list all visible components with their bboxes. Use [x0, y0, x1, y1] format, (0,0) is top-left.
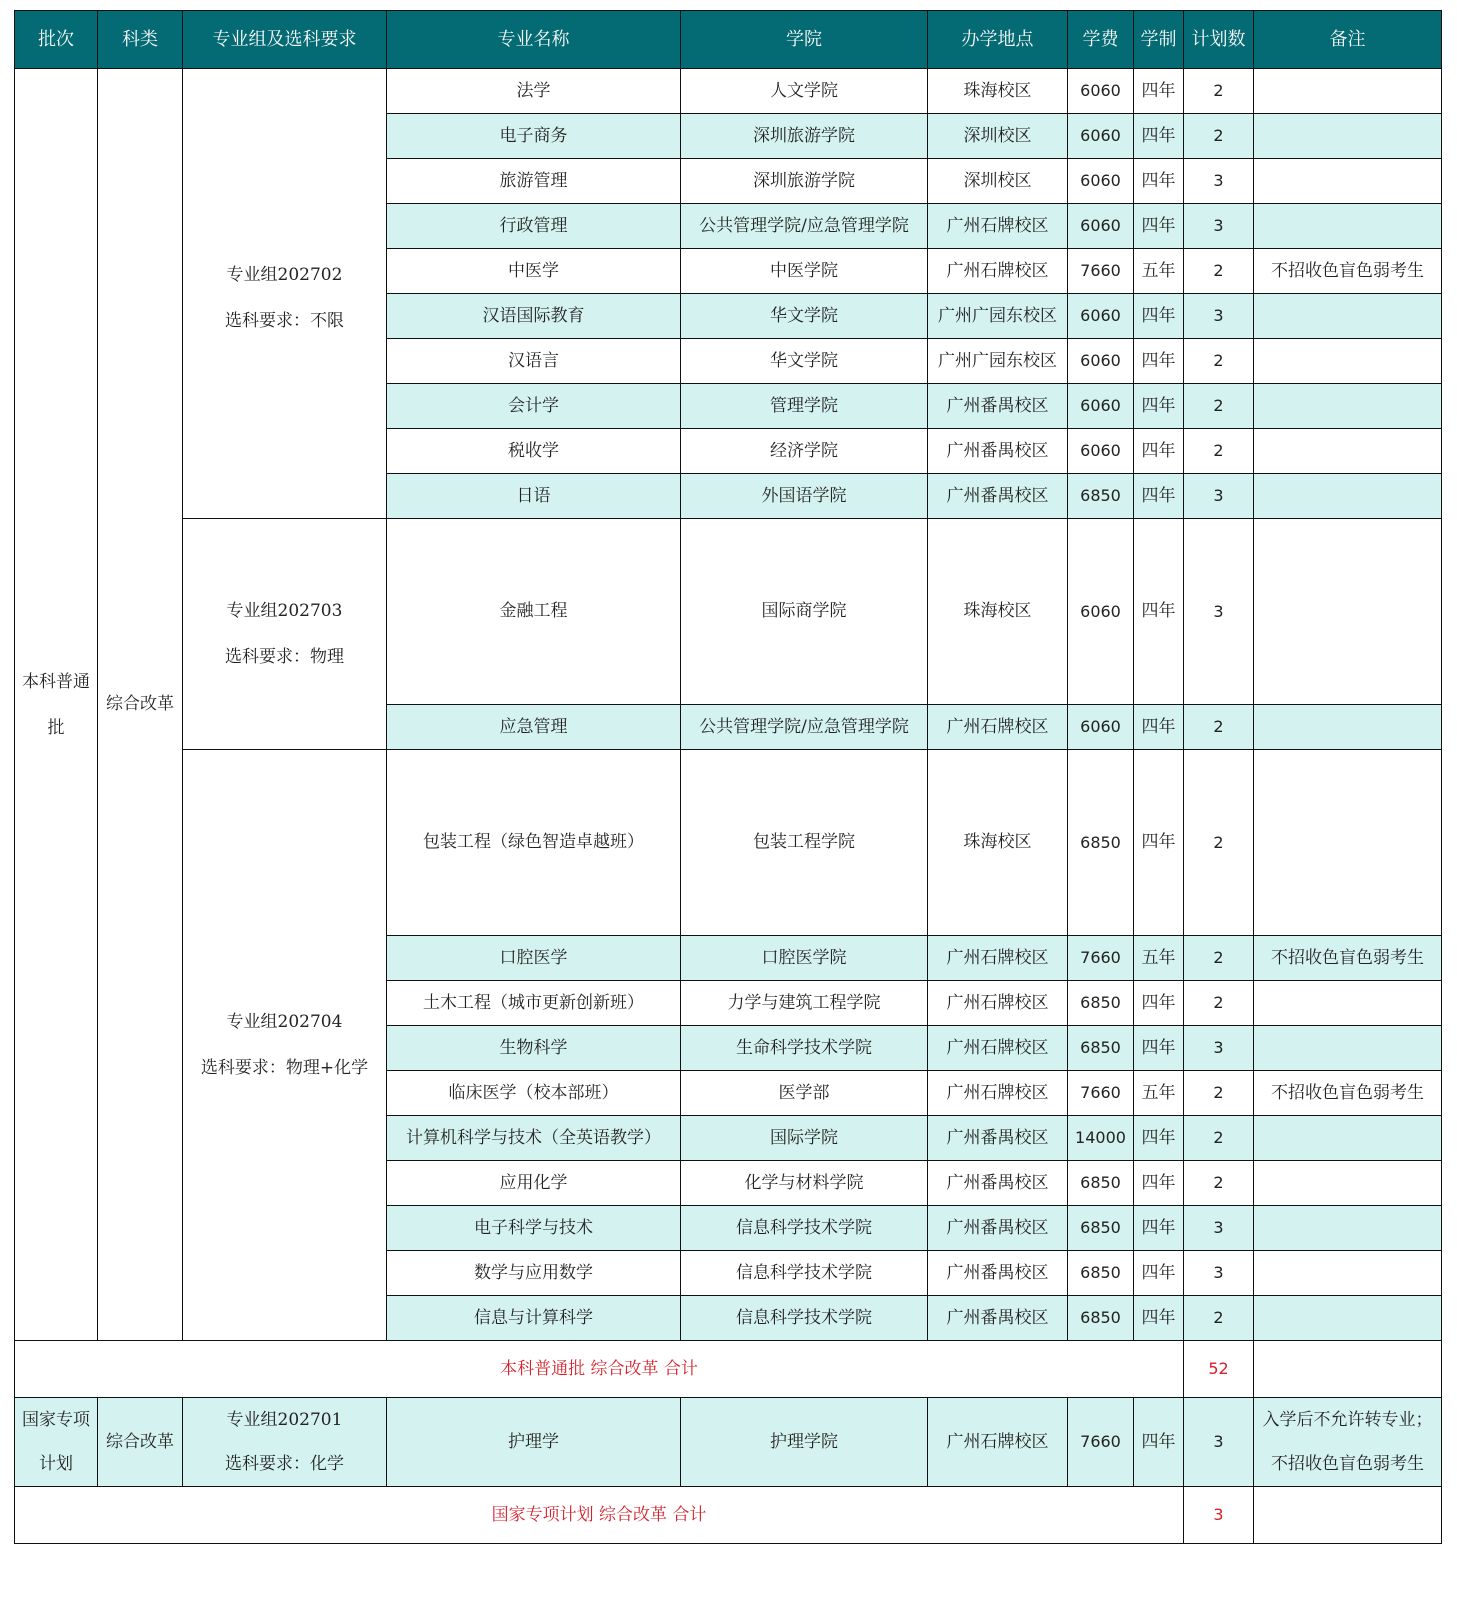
subtotal-label: 本科普通批 综合改革 合计 [15, 1341, 1184, 1398]
major-name: 税收学 [387, 429, 681, 474]
plan-count: 2 [1184, 981, 1254, 1026]
batch-label-line: 本科普通 [22, 671, 90, 692]
admission-plan-table [14, 10, 1442, 1544]
plan-count: 3 [1184, 159, 1254, 204]
note [1254, 114, 1442, 159]
note [1254, 1026, 1442, 1071]
group-requirement: 选科要求：不限 [225, 311, 344, 331]
campus: 深圳校区 [928, 159, 1068, 204]
group-cell [183, 69, 387, 519]
major-name: 土木工程（城市更新创新班） [387, 981, 681, 1026]
program-length: 五年 [1134, 1071, 1184, 1116]
plan-count: 2 [1184, 114, 1254, 159]
major-name: 汉语国际教育 [387, 294, 681, 339]
college-name: 经济学院 [681, 429, 928, 474]
program-length: 四年 [1134, 429, 1184, 474]
note [1254, 705, 1442, 750]
tuition-fee: 6060 [1068, 69, 1134, 114]
college-name: 人文学院 [681, 69, 928, 114]
note: 不招收色盲色弱考生 [1254, 249, 1442, 294]
college-name: 深圳旅游学院 [681, 159, 928, 204]
program-length: 四年 [1134, 1026, 1184, 1071]
major-name: 中医学 [387, 249, 681, 294]
note-line: 入学后不允许转专业； [1262, 1410, 1433, 1430]
major-name: 应急管理 [387, 705, 681, 750]
note [1254, 519, 1442, 705]
note [1254, 1251, 1442, 1296]
college-name: 口腔医学院 [681, 936, 928, 981]
group-cell [183, 750, 387, 1341]
program-length: 四年 [1134, 1296, 1184, 1341]
major-name: 汉语言 [387, 339, 681, 384]
program-length: 四年 [1134, 705, 1184, 750]
note [1254, 1296, 1442, 1341]
subtotal-note [1254, 1487, 1442, 1544]
plan-count: 3 [1184, 204, 1254, 249]
tuition-fee: 6850 [1068, 750, 1134, 936]
tuition-fee: 6850 [1068, 1206, 1134, 1251]
note [1254, 474, 1442, 519]
tuition-fee: 6850 [1068, 1161, 1134, 1206]
campus: 广州广园东校区 [928, 294, 1068, 339]
tuition-fee: 7660 [1068, 1398, 1134, 1487]
major-name: 日语 [387, 474, 681, 519]
header-major: 专业名称 [387, 11, 681, 69]
campus: 广州石牌校区 [928, 936, 1068, 981]
batch-cell [15, 1398, 98, 1487]
subtotal-row [15, 1341, 1442, 1398]
note [1254, 1116, 1442, 1161]
batch-label-line: 批 [47, 717, 65, 738]
campus: 珠海校区 [928, 69, 1068, 114]
major-name: 数学与应用数学 [387, 1251, 681, 1296]
tuition-fee: 6850 [1068, 1296, 1134, 1341]
college-name: 管理学院 [681, 384, 928, 429]
tuition-fee: 6850 [1068, 1026, 1134, 1071]
campus: 广州石牌校区 [928, 1071, 1068, 1116]
campus: 广州石牌校区 [928, 1398, 1068, 1487]
college-name: 外国语学院 [681, 474, 928, 519]
group-cell [183, 1398, 387, 1487]
subtotal-note [1254, 1341, 1442, 1398]
plan-count: 2 [1184, 750, 1254, 936]
group-code: 专业组202701 [226, 1410, 343, 1430]
plan-count: 2 [1184, 1116, 1254, 1161]
note [1254, 1161, 1442, 1206]
program-length: 四年 [1134, 1251, 1184, 1296]
table-row [15, 1398, 1442, 1487]
plan-count: 3 [1184, 1251, 1254, 1296]
major-name: 护理学 [387, 1398, 681, 1487]
subtotal-label: 国家专项计划 综合改革 合计 [15, 1487, 1184, 1544]
header-category: 科类 [98, 11, 183, 69]
major-name: 口腔医学 [387, 936, 681, 981]
header-note: 备注 [1254, 11, 1442, 69]
plan-count: 2 [1184, 384, 1254, 429]
program-length: 四年 [1134, 1116, 1184, 1161]
header-fee: 学费 [1068, 11, 1134, 69]
tuition-fee: 6060 [1068, 204, 1134, 249]
program-length: 四年 [1134, 981, 1184, 1026]
major-name: 信息与计算科学 [387, 1296, 681, 1341]
plan-count: 2 [1184, 249, 1254, 294]
subtotal-value: 3 [1184, 1487, 1254, 1544]
category-cell: 综合改革 [98, 1398, 183, 1487]
tuition-fee: 6060 [1068, 519, 1134, 705]
group-code: 专业组202704 [226, 1012, 343, 1032]
tuition-fee: 6060 [1068, 429, 1134, 474]
group-requirement: 选科要求：物理 [225, 647, 344, 667]
note [1254, 339, 1442, 384]
program-length: 四年 [1134, 294, 1184, 339]
college-name: 化学与材料学院 [681, 1161, 928, 1206]
plan-count: 2 [1184, 1161, 1254, 1206]
college-name: 信息科学技术学院 [681, 1251, 928, 1296]
note: 不招收色盲色弱考生 [1254, 936, 1442, 981]
college-name: 国际商学院 [681, 519, 928, 705]
subtotal-row [15, 1487, 1442, 1544]
tuition-fee: 6060 [1068, 159, 1134, 204]
plan-count: 3 [1184, 1398, 1254, 1487]
tuition-fee: 6850 [1068, 1251, 1134, 1296]
college-name: 华文学院 [681, 339, 928, 384]
header-plan: 计划数 [1184, 11, 1254, 69]
program-length: 四年 [1134, 519, 1184, 705]
tuition-fee: 7660 [1068, 936, 1134, 981]
program-length: 四年 [1134, 69, 1184, 114]
college-name: 力学与建筑工程学院 [681, 981, 928, 1026]
campus: 广州番禺校区 [928, 384, 1068, 429]
tuition-fee: 6850 [1068, 981, 1134, 1026]
note [1254, 69, 1442, 114]
campus: 广州番禺校区 [928, 1116, 1068, 1161]
campus: 广州石牌校区 [928, 204, 1068, 249]
program-length: 四年 [1134, 1206, 1184, 1251]
program-length: 五年 [1134, 936, 1184, 981]
tuition-fee: 6060 [1068, 294, 1134, 339]
college-name: 中医学院 [681, 249, 928, 294]
table-row [15, 69, 1442, 114]
group-code: 专业组202703 [226, 601, 343, 621]
note-line: 不招收色盲色弱考生 [1271, 1454, 1424, 1474]
campus: 广州番禺校区 [928, 1251, 1068, 1296]
campus: 广州石牌校区 [928, 249, 1068, 294]
major-name: 生物科学 [387, 1026, 681, 1071]
program-length: 四年 [1134, 1161, 1184, 1206]
major-name: 行政管理 [387, 204, 681, 249]
major-name: 旅游管理 [387, 159, 681, 204]
header-college: 学院 [681, 11, 928, 69]
tuition-fee: 6060 [1068, 114, 1134, 159]
program-length: 四年 [1134, 204, 1184, 249]
category-cell: 综合改革 [98, 69, 183, 1341]
campus: 广州广园东校区 [928, 339, 1068, 384]
tuition-fee: 6850 [1068, 474, 1134, 519]
college-name: 深圳旅游学院 [681, 114, 928, 159]
major-name: 会计学 [387, 384, 681, 429]
tuition-fee: 6060 [1068, 384, 1134, 429]
plan-count: 2 [1184, 339, 1254, 384]
program-length: 五年 [1134, 249, 1184, 294]
campus: 广州石牌校区 [928, 705, 1068, 750]
college-name: 公共管理学院/应急管理学院 [681, 705, 928, 750]
program-length: 四年 [1134, 114, 1184, 159]
major-name: 金融工程 [387, 519, 681, 705]
plan-count: 2 [1184, 705, 1254, 750]
plan-count: 2 [1184, 936, 1254, 981]
college-name: 包装工程学院 [681, 750, 928, 936]
table-row [15, 519, 1442, 705]
subtotal-value: 52 [1184, 1341, 1254, 1398]
tuition-fee: 7660 [1068, 1071, 1134, 1116]
note [1254, 1398, 1442, 1487]
note [1254, 384, 1442, 429]
note [1254, 159, 1442, 204]
plan-count: 2 [1184, 1071, 1254, 1116]
plan-count: 3 [1184, 474, 1254, 519]
tuition-fee: 6060 [1068, 339, 1134, 384]
group-code: 专业组202702 [226, 265, 343, 285]
tuition-fee: 7660 [1068, 249, 1134, 294]
note [1254, 981, 1442, 1026]
group-requirement: 选科要求：物理+化学 [200, 1058, 369, 1078]
major-name: 临床医学（校本部班） [387, 1071, 681, 1116]
tuition-fee: 14000 [1068, 1116, 1134, 1161]
header-years: 学制 [1134, 11, 1184, 69]
note [1254, 429, 1442, 474]
major-name: 电子科学与技术 [387, 1206, 681, 1251]
campus: 广州番禺校区 [928, 429, 1068, 474]
note [1254, 204, 1442, 249]
campus: 广州番禺校区 [928, 1206, 1068, 1251]
group-cell [183, 519, 387, 750]
campus: 珠海校区 [928, 750, 1068, 936]
batch-cell [15, 69, 98, 1341]
major-name: 电子商务 [387, 114, 681, 159]
college-name: 信息科学技术学院 [681, 1206, 928, 1251]
college-name: 医学部 [681, 1071, 928, 1116]
major-name: 应用化学 [387, 1161, 681, 1206]
campus: 广州番禺校区 [928, 1296, 1068, 1341]
plan-count: 3 [1184, 294, 1254, 339]
college-name: 公共管理学院/应急管理学院 [681, 204, 928, 249]
campus: 广州石牌校区 [928, 1026, 1068, 1071]
batch-label-line: 计划 [39, 1454, 73, 1474]
campus: 广州番禺校区 [928, 474, 1068, 519]
batch-label-line: 国家专项 [22, 1410, 90, 1430]
table-row [15, 750, 1442, 936]
major-name: 法学 [387, 69, 681, 114]
campus: 珠海校区 [928, 519, 1068, 705]
major-name: 计算机科学与技术（全英语教学） [387, 1116, 681, 1161]
program-length: 四年 [1134, 339, 1184, 384]
header-campus: 办学地点 [928, 11, 1068, 69]
plan-count: 3 [1184, 1026, 1254, 1071]
college-name: 生命科学技术学院 [681, 1026, 928, 1071]
college-name: 国际学院 [681, 1116, 928, 1161]
program-length: 四年 [1134, 474, 1184, 519]
plan-count: 3 [1184, 519, 1254, 705]
plan-count: 2 [1184, 1296, 1254, 1341]
header-batch: 批次 [15, 11, 98, 69]
program-length: 四年 [1134, 384, 1184, 429]
plan-count: 3 [1184, 1206, 1254, 1251]
note [1254, 294, 1442, 339]
campus: 深圳校区 [928, 114, 1068, 159]
campus: 广州石牌校区 [928, 981, 1068, 1026]
note: 不招收色盲色弱考生 [1254, 1071, 1442, 1116]
program-length: 四年 [1134, 750, 1184, 936]
program-length: 四年 [1134, 1398, 1184, 1487]
note [1254, 1206, 1442, 1251]
campus: 广州番禺校区 [928, 1161, 1068, 1206]
college-name: 护理学院 [681, 1398, 928, 1487]
note [1254, 750, 1442, 936]
plan-count: 2 [1184, 429, 1254, 474]
header-row [15, 11, 1442, 69]
college-name: 华文学院 [681, 294, 928, 339]
tuition-fee: 6060 [1068, 705, 1134, 750]
plan-count: 2 [1184, 69, 1254, 114]
college-name: 信息科学技术学院 [681, 1296, 928, 1341]
header-group: 专业组及选科要求 [183, 11, 387, 69]
program-length: 四年 [1134, 159, 1184, 204]
group-requirement: 选科要求：化学 [225, 1454, 344, 1474]
major-name: 包装工程（绿色智造卓越班） [387, 750, 681, 936]
